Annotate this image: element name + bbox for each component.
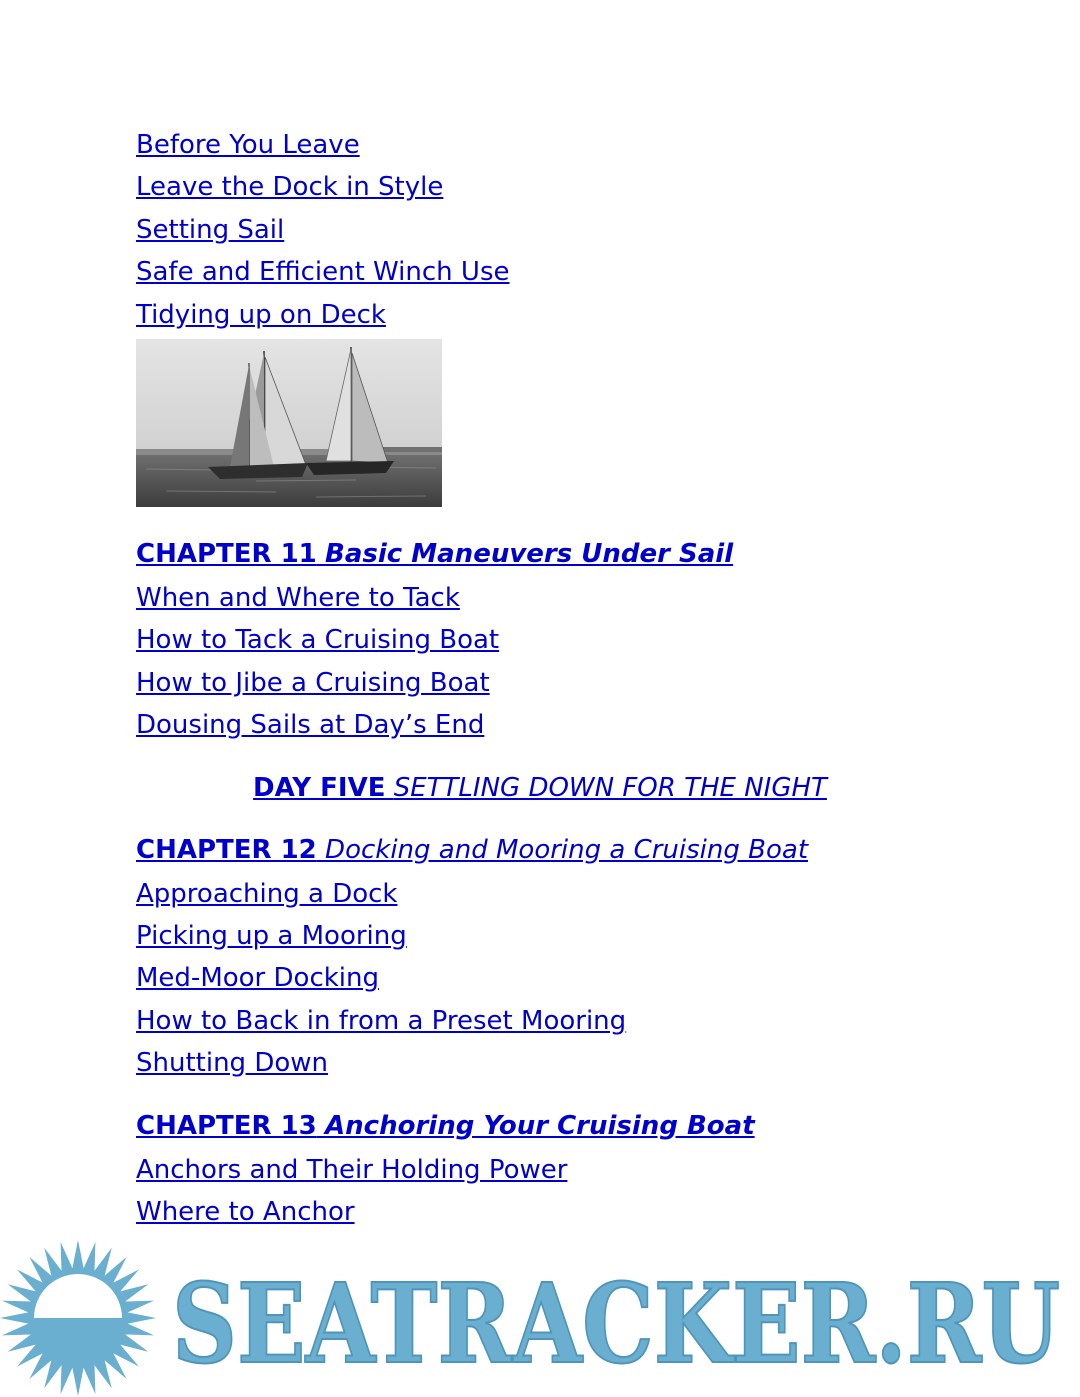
toc-link-when-where-tack[interactable]: When and Where to Tack xyxy=(136,583,460,614)
toc-link-before-you-leave[interactable]: Before You Leave xyxy=(136,130,360,160)
toc-link-leave-the-dock[interactable]: Leave the Dock in Style xyxy=(136,172,444,203)
sun-icon xyxy=(0,1240,156,1396)
chapter-12-heading[interactable] xyxy=(136,829,1016,871)
day-title: SETTLING DOWN FOR THE NIGHT xyxy=(393,772,827,803)
toc-link-where-to-anchor[interactable]: Where to Anchor xyxy=(136,1197,355,1228)
chapter-11-heading[interactable] xyxy=(136,533,1016,575)
toc-link-winch-use[interactable]: Safe and Efficient Winch Use xyxy=(136,257,510,288)
sailboats-photo xyxy=(136,339,442,507)
chapter-number: CHAPTER 13 xyxy=(136,1110,317,1141)
toc-link-how-to-jibe[interactable]: How to Jibe a Cruising Boat xyxy=(136,667,490,698)
day-number: DAY FIVE xyxy=(253,772,386,803)
toc-link-back-in-mooring[interactable]: How to Back in from a Preset Mooring xyxy=(136,1005,627,1036)
chapter-number: CHAPTER 11 xyxy=(136,539,317,570)
seatracker-watermark xyxy=(0,1238,1080,1397)
table-of-contents xyxy=(136,124,1016,1234)
toc-link-med-moor-docking[interactable]: Med-Moor Docking xyxy=(136,963,380,994)
toc-link-anchors-holding-power[interactable]: Anchors and Their Holding Power xyxy=(136,1154,568,1185)
toc-link-how-to-tack[interactable]: How to Tack a Cruising Boat xyxy=(136,625,500,656)
toc-link-shutting-down[interactable]: Shutting Down xyxy=(136,1048,328,1079)
toc-link-approaching-dock[interactable]: Approaching a Dock xyxy=(136,878,398,909)
chapter-number: CHAPTER 12 xyxy=(136,834,317,865)
toc-link-picking-up-mooring[interactable]: Picking up a Mooring xyxy=(136,921,407,952)
chapter-13-heading[interactable] xyxy=(136,1105,1016,1147)
spacer xyxy=(136,1085,1016,1105)
day-five-heading[interactable] xyxy=(136,767,944,809)
toc-link-tidying-up[interactable]: Tidying up on Deck xyxy=(136,299,386,330)
toc-link-setting-sail[interactable]: Setting Sail xyxy=(136,214,285,245)
chapter-title: Basic Maneuvers Under Sail xyxy=(325,539,734,570)
watermark-text: SEATRACKER.RU xyxy=(172,1259,1060,1388)
toc-link-dousing-sails[interactable]: Dousing Sails at Day’s End xyxy=(136,710,485,741)
chapter-title: Anchoring Your Cruising Boat xyxy=(325,1110,755,1141)
chapter-title: Docking and Mooring a Cruising Boat xyxy=(325,834,809,865)
